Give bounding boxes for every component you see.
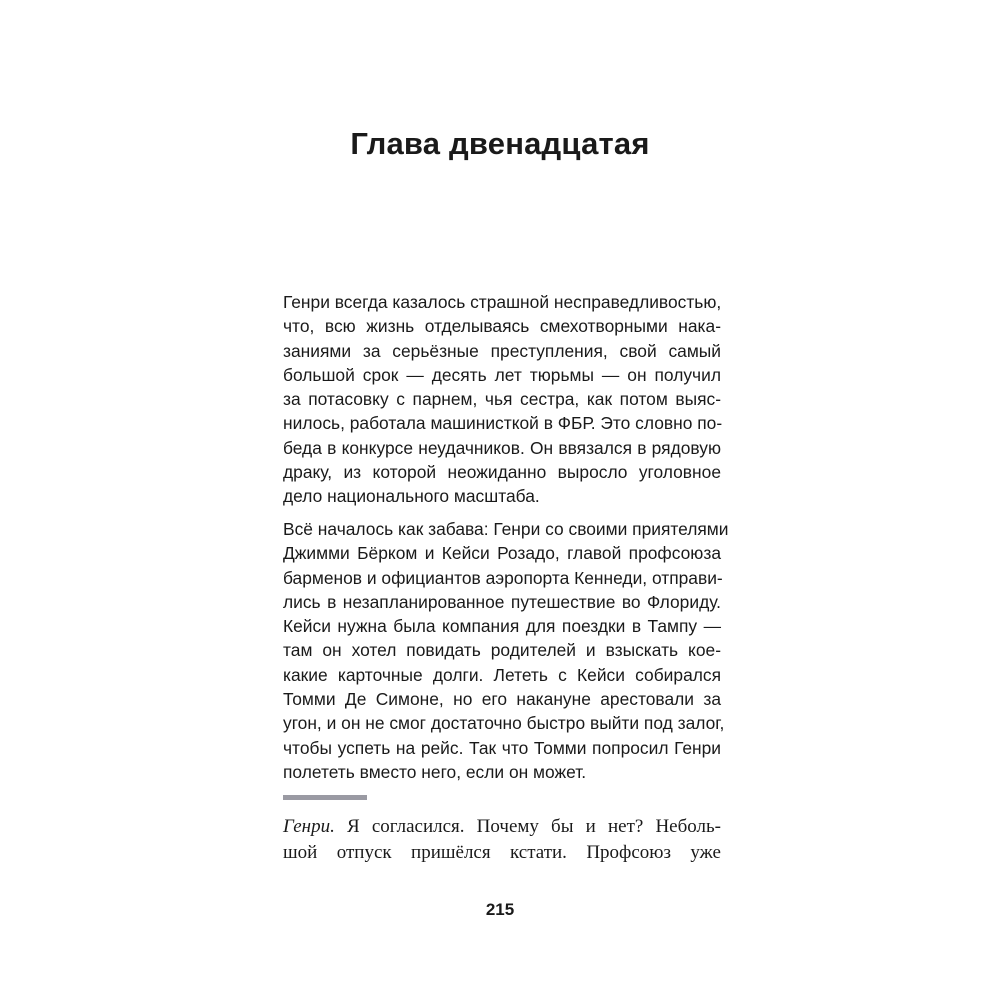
paragraph-line: чтобы успеть на рейс. Так что Томми попросил Генри <box>283 737 721 758</box>
paragraph-line: угон, и он не смог достаточно быстро выйти под залог, <box>283 713 725 734</box>
paragraph-line: беда в конкурсе неудачников. Он ввязался в рядовую <box>283 437 721 458</box>
paragraph-line: Томми Де Симоне, но его накануне арестовали за <box>283 689 721 710</box>
page-number: 215 <box>485 900 515 919</box>
interview-line <box>283 814 721 840</box>
paragraph-line: нилось, работала машинисткой в ФБР. Это словно по- <box>283 413 723 434</box>
paragraph-line: барменов и официантов аэропорта Кеннеди, отправи- <box>283 567 723 588</box>
paragraph-line: что, всю жизнь отделываясь смехотворными нака- <box>283 316 721 337</box>
paragraph-line: за потасовку с парнем, чья сестра, как потом выяс- <box>283 389 721 410</box>
paragraph-line: дело национального масштаба. <box>283 486 540 507</box>
interview-excerpt <box>283 814 721 866</box>
paragraph-line: Всё началось как забава: Генри со своими приятелями <box>283 519 729 539</box>
paragraph-line: Кейси нужна была компания для поездки в Тампу — <box>283 616 721 637</box>
paragraph-line: Джимми Бёрком и Кейси Розадо, главой профсоюза <box>283 543 721 564</box>
paragraph-line: полететь вместо него, если он может. <box>283 761 587 782</box>
paragraph-line: большой срок — десять лет тюрьмы — он получил <box>283 364 721 385</box>
paragraph-line: драку, из которой неожиданно выросло уголовное <box>283 462 721 483</box>
paragraph-2 <box>283 517 729 784</box>
speaker-name: Генри. <box>283 816 335 837</box>
paragraph-line: какие карточные долги. Лететь с Кейси собирался <box>283 664 721 685</box>
paragraph-line: заниями за серьёзные преступления, свой самый <box>283 340 721 361</box>
interview-text: Я согласился. Почему бы и нет? Неболь- <box>334 816 721 837</box>
paragraph-line: Генри всегда казалось страшной несправедливостью, <box>283 292 722 312</box>
paragraph-line: там он хотел повидать родителей и взыскать кое- <box>283 640 721 661</box>
chapter-title: Глава двенадцатая <box>350 126 650 161</box>
paragraph-1 <box>283 290 721 509</box>
interview-line: шой отпуск пришёлся кстати. Профсоюз уже <box>283 842 721 863</box>
section-divider <box>283 795 367 800</box>
paragraph-line: лись в незапланированное путешествие во Флориду. <box>283 591 721 612</box>
